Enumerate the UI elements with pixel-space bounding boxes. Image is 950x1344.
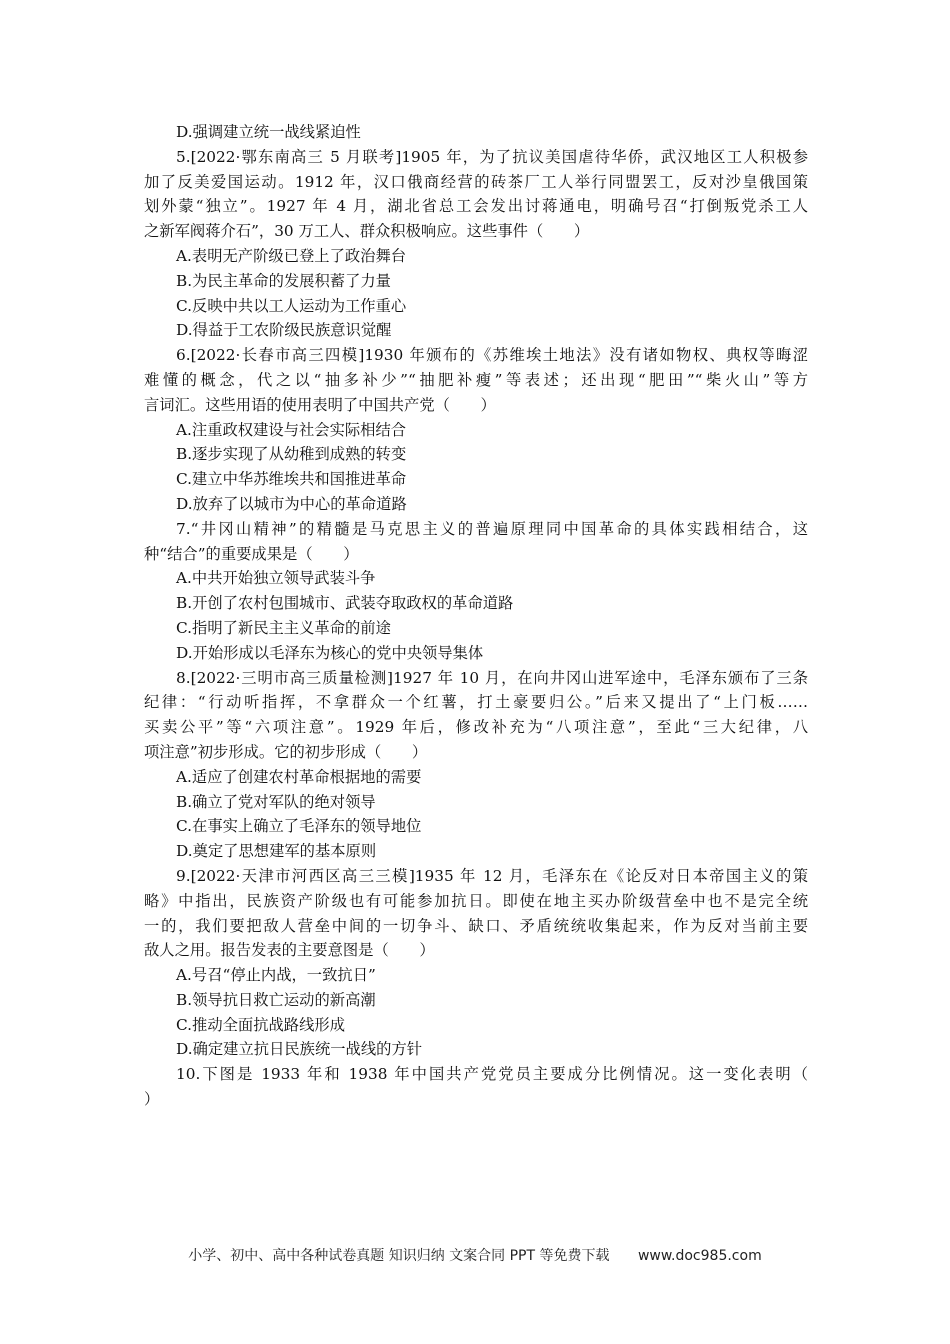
- document-body: [144, 120, 808, 1112]
- text-line: 7.“井冈山精神”的精髓是马克思主义的普遍原理同中国革命的具体实践相结合，这: [176, 519, 808, 538]
- text-line: 10.下图是 1933 年和 1938 年中国共产党党员主要成分比例情况。这一变化表明（: [176, 1065, 808, 1084]
- text-line: ）: [144, 1090, 160, 1109]
- text-line: D.放弃了以城市为中心的革命道路: [176, 494, 407, 513]
- text-line: A.号召“停止内战，一致抗日”: [176, 966, 376, 985]
- text-line: 言词汇。这些用语的使用表明了中国共产党（ ）: [144, 395, 496, 414]
- text-line: 敌人之用。报告发表的主要意图是（ ）: [144, 941, 435, 960]
- text-line: B.开创了农村包围城市、武装夺取政权的革命道路: [176, 594, 514, 613]
- text-line: 难懂的概念，代之以“抽多补少”“抽肥补瘦”等表述；还出现“肥田”“柴火山”等方: [144, 370, 808, 389]
- text-line: 项注意”初步形成。它的初步形成（ ）: [144, 742, 428, 761]
- text-line: 纪律：“行动听指挥，不拿群众一个红薯，打土豪要归公。”后来又提出了“上门板……: [144, 693, 808, 712]
- text-line: D.强调建立统一战线紧迫性: [176, 123, 361, 141]
- footer-text: 小学、初中、高中各种试卷真题 知识归纳 文案合同 PPT 等免费下载: [188, 1248, 610, 1264]
- text-line: C.推动全面抗战路线形成: [176, 1015, 345, 1034]
- text-line: A.表明无产阶级已登上了政治舞台: [176, 246, 407, 265]
- text-line: 加了反美爱国运动。1912 年，汉口俄商经营的砖茶厂工人举行同盟罢工，反对沙皇俄国策: [144, 172, 808, 191]
- text-line: B.逐步实现了从幼稚到成熟的转变: [176, 445, 407, 464]
- text-line: A.注重政权建设与社会实际相结合: [176, 420, 407, 439]
- text-line: C.在事实上确立了毛泽东的领导地位: [176, 817, 422, 836]
- text-line: 8.[2022·三明市高三质量检测]1927 年 10 月，在向井冈山进军途中，毛泽东颁布了三条: [176, 668, 808, 687]
- text-line: A.适应了创建农村革命根据地的需要: [176, 767, 422, 786]
- text-line: 买卖公平”等“六项注意”。1929 年后，修改补充为“八项注意”，至此“三大纪律，八: [144, 718, 808, 737]
- text-line: D.得益于工农阶级民族意识觉醒: [176, 321, 392, 340]
- text-line: 划外蒙“独立”。1927 年 4 月，湖北省总工会发出讨蒋通电，明确号召“打倒叛党杀工人: [144, 197, 808, 216]
- text-line: B.确立了党对军队的绝对领导: [176, 792, 376, 811]
- text-line: D.开始形成以毛泽东为核心的党中央领导集体: [176, 643, 484, 662]
- text-line: B.为民主革命的发展积蓄了力量: [176, 271, 391, 290]
- text-line: B.领导抗日救亡运动的新高潮: [176, 990, 376, 1009]
- page-footer: [0, 1245, 950, 1265]
- text-line: 略》中指出，民族资产阶级也有可能参加抗日。即使在地主买办阶级营垒中也不是完全统: [144, 891, 808, 910]
- text-line: 一的，我们要把敌人营垒中间的一切争斗、缺口、矛盾统统收集起来，作为反对当前主要: [144, 916, 808, 935]
- text-line: C.指明了新民主主义革命的前途: [176, 618, 391, 637]
- text-line: C.反映中共以工人运动为工作重心: [176, 296, 407, 315]
- text-line: 之新军阀蒋介石”，30 万工人、群众积极响应。这些事件（ ）: [144, 222, 590, 241]
- text-line: 9.[2022·天津市河西区高三三模]1935 年 12 月，毛泽东在《论反对日本帝国主义的策: [176, 866, 808, 885]
- text-line: 5.[2022·鄂东南高三 5 月联考]1905 年，为了抗议美国虐待华侨，武汉地区工人积极参: [176, 147, 808, 166]
- text-line: 种“结合”的重要成果是（ ）: [144, 544, 359, 563]
- text-line: 6.[2022·长春市高三四模]1930 年颁布的《苏维埃土地法》没有诸如物权、典权等晦涩: [176, 346, 808, 365]
- text-line: D.确定建立抗日民族统一战线的方针: [176, 1040, 423, 1059]
- text-line: C.建立中华苏维埃共和国推进革命: [176, 470, 407, 489]
- text-line: A.中共开始独立领导武装斗争: [176, 569, 376, 588]
- text-line: D.奠定了思想建军的基本原则: [176, 842, 377, 861]
- footer-url[interactable]: www.doc985.com: [637, 1248, 762, 1264]
